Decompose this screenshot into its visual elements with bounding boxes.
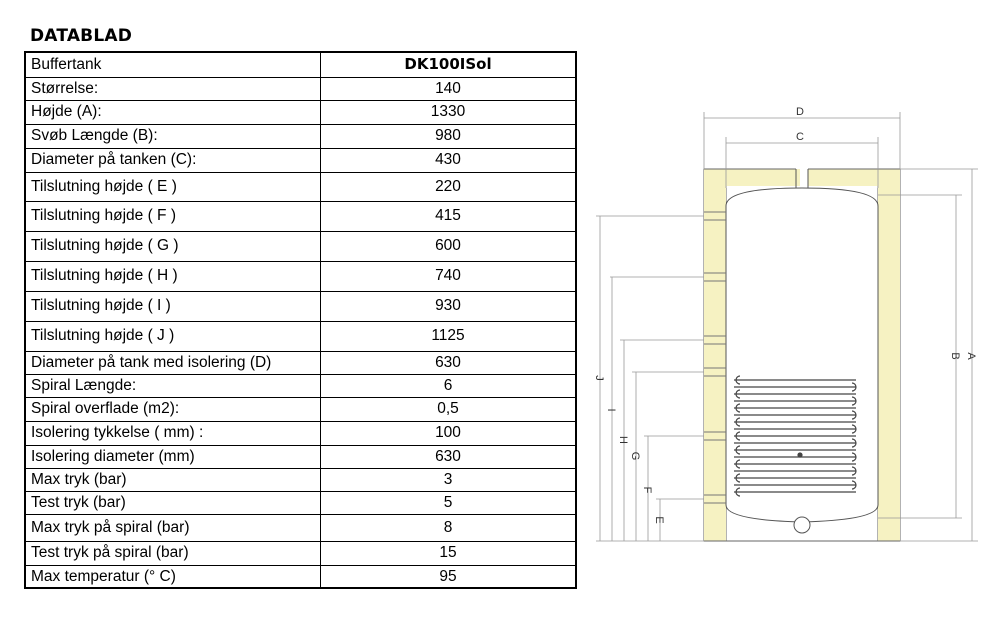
table-row [25,261,576,291]
row-value: 95 [321,565,577,588]
tank-diagram [590,100,985,555]
dim-label-h: H [617,436,629,444]
table-row [25,77,576,100]
table-row [25,374,576,397]
dim-label-e: E [653,516,665,524]
row-value: 6 [321,374,577,397]
table-row [25,565,576,588]
heating-coil [734,376,856,496]
dim-label-d: D [796,106,804,118]
table-header-row [25,52,576,77]
spec-table [24,51,577,589]
row-value: 630 [321,351,577,374]
table-row [25,291,576,321]
row-label: Spiral Længde: [25,374,321,397]
header-label: Buffertank [25,52,321,77]
table-row [25,541,576,565]
row-value: 15 [321,541,577,565]
row-label: Tilslutning højde ( J ) [25,321,321,351]
row-value: 630 [321,445,577,468]
table-row [25,491,576,514]
dim-label-b: B [949,352,961,360]
row-label: Max tryk (bar) [25,468,321,491]
row-value: 1125 [321,321,577,351]
row-label: Tilslutning højde ( G ) [25,231,321,261]
row-label: Diameter på tanken (C): [25,148,321,172]
row-label: Max temperatur (° C) [25,565,321,588]
row-label: Diameter på tank med isolering (D) [25,351,321,374]
dim-label-i: I [605,408,617,412]
row-label: Størrelse: [25,77,321,100]
row-label: Spiral overflade (m2): [25,397,321,421]
row-label: Tilslutning højde ( F ) [25,201,321,231]
row-label: Test tryk på spiral (bar) [25,541,321,565]
dim-label-g: G [629,451,641,461]
table-row [25,321,576,351]
row-label: Test tryk (bar) [25,491,321,514]
row-value: 3 [321,468,577,491]
table-row [25,201,576,231]
table-row [25,231,576,261]
table-row [25,468,576,491]
page-title: DATABLAD [30,26,133,46]
dim-label-a: A [965,352,977,360]
row-value: 140 [321,77,577,100]
row-label: Tilslutning højde ( E ) [25,172,321,201]
row-label: Højde (A): [25,100,321,124]
row-value: 8 [321,514,577,541]
header-model: DK100ISol [321,52,577,77]
row-label: Isolering diameter (mm) [25,445,321,468]
row-value: 5 [321,491,577,514]
dim-label-c: C [796,131,804,143]
table-row [25,397,576,421]
row-label: Max tryk på spiral (bar) [25,514,321,541]
row-label: Isolering tykkelse ( mm) : [25,421,321,445]
table-row [25,124,576,148]
row-value: 100 [321,421,577,445]
row-value: 430 [321,148,577,172]
row-label: Tilslutning højde ( I ) [25,291,321,321]
dim-label-f: F [641,486,653,494]
table-row [25,421,576,445]
table-row [25,172,576,201]
table-row [25,100,576,124]
row-value: 415 [321,201,577,231]
row-value: 1330 [321,100,577,124]
dim-label-j: J [593,375,605,381]
row-value: 980 [321,124,577,148]
table-row [25,514,576,541]
row-label: Tilslutning højde ( H ) [25,261,321,291]
row-value: 930 [321,291,577,321]
row-value: 220 [321,172,577,201]
row-value: 0,5 [321,397,577,421]
table-row [25,445,576,468]
table-row [25,351,576,374]
table-row [25,148,576,172]
row-value: 740 [321,261,577,291]
row-label: Svøb Længde (B): [25,124,321,148]
row-value: 600 [321,231,577,261]
